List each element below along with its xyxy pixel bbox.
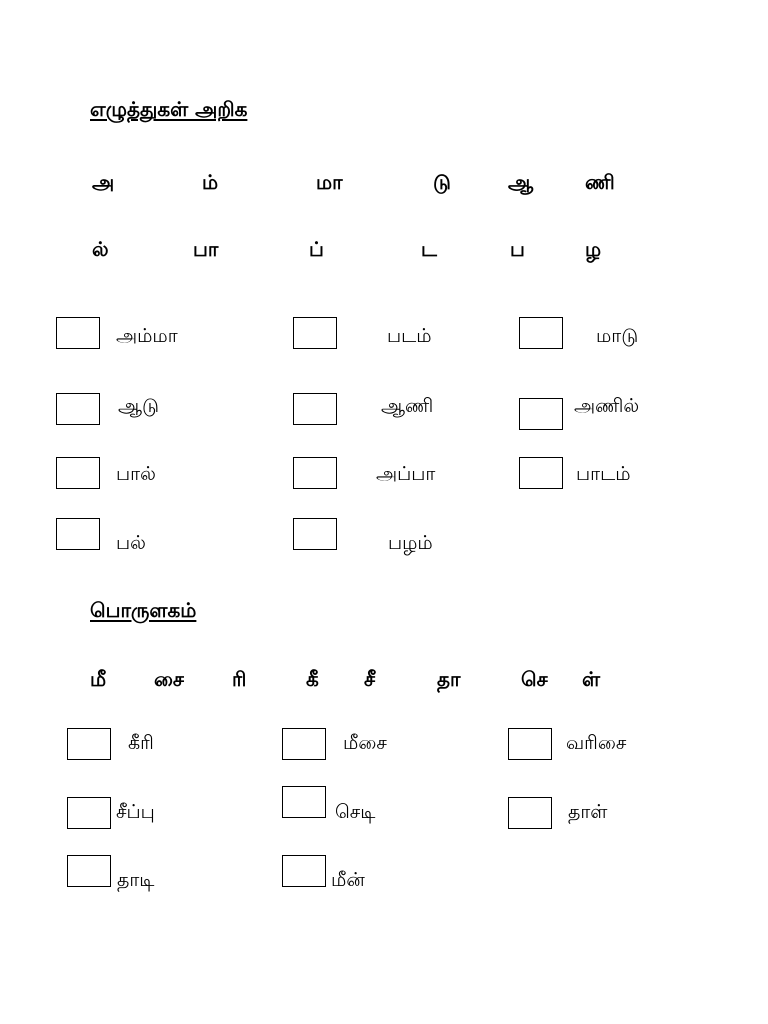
word-label: செடி [335, 801, 376, 823]
answer-box[interactable] [56, 518, 100, 550]
letter-tile: மா [316, 170, 343, 194]
letter-tile: ணி [585, 170, 615, 194]
letter-tile: தா [437, 667, 461, 691]
word-label: மீன் [331, 869, 365, 891]
letter-tile: சை [154, 667, 184, 691]
letter-tile: மீ [90, 667, 107, 691]
word-label: ஆடு [118, 395, 159, 417]
letter-tile: ஆ [508, 170, 534, 194]
word-label: கீரி [128, 732, 154, 754]
answer-box[interactable] [508, 728, 552, 760]
letter-tile: சீ [364, 667, 376, 691]
letter-tile: ல் [92, 237, 109, 261]
answer-box[interactable] [519, 457, 563, 489]
answer-box[interactable] [56, 457, 100, 489]
letter-tile: ப் [309, 237, 324, 261]
answer-box[interactable] [282, 855, 326, 887]
answer-box[interactable] [519, 398, 563, 430]
word-label: படம் [387, 325, 432, 347]
letter-tile: ரி [232, 667, 247, 691]
word-label: அம்மா [116, 325, 178, 347]
letter-tile: செ [521, 667, 548, 691]
answer-box[interactable] [282, 728, 326, 760]
word-label: அப்பா [376, 463, 436, 485]
letter-tile: பா [193, 237, 219, 261]
answer-box[interactable] [67, 728, 111, 760]
letter-tile: ம் [202, 170, 219, 194]
word-label: வரிசை [566, 732, 627, 754]
word-label: மாடு [596, 325, 639, 347]
answer-box[interactable] [508, 797, 552, 829]
word-label: தாடி [117, 869, 155, 891]
letter-tile: ழ [585, 237, 602, 261]
word-label: பல் [116, 532, 146, 554]
answer-box[interactable] [293, 457, 337, 489]
word-label: பால் [116, 463, 156, 485]
answer-box[interactable] [293, 393, 337, 425]
letter-tile: ள் [582, 667, 601, 691]
word-label: சீப்பு [116, 801, 155, 823]
letter-tile: டு [433, 170, 451, 194]
word-label: ஆணி [381, 395, 434, 417]
letter-tile: ப [510, 237, 525, 261]
answer-box[interactable] [56, 317, 100, 349]
letter-tile: அ [92, 170, 115, 194]
word-label: பழம் [388, 532, 433, 554]
letter-tile: கீ [306, 667, 319, 691]
answer-box[interactable] [519, 317, 563, 349]
letter-tile: ட [421, 237, 437, 261]
answer-box[interactable] [56, 393, 100, 425]
answer-box[interactable] [282, 786, 326, 818]
answer-box[interactable] [293, 518, 337, 550]
answer-box[interactable] [67, 797, 111, 829]
section1-title: எழுத்துகள் அறிக [90, 97, 248, 121]
word-label: தாள் [568, 801, 608, 823]
answer-box[interactable] [67, 855, 111, 887]
word-label: பாடம் [576, 463, 631, 485]
answer-box[interactable] [293, 317, 337, 349]
section2-title: பொருளகம் [90, 598, 197, 622]
word-label: மீசை [343, 732, 387, 754]
word-label: அணில் [574, 395, 640, 417]
